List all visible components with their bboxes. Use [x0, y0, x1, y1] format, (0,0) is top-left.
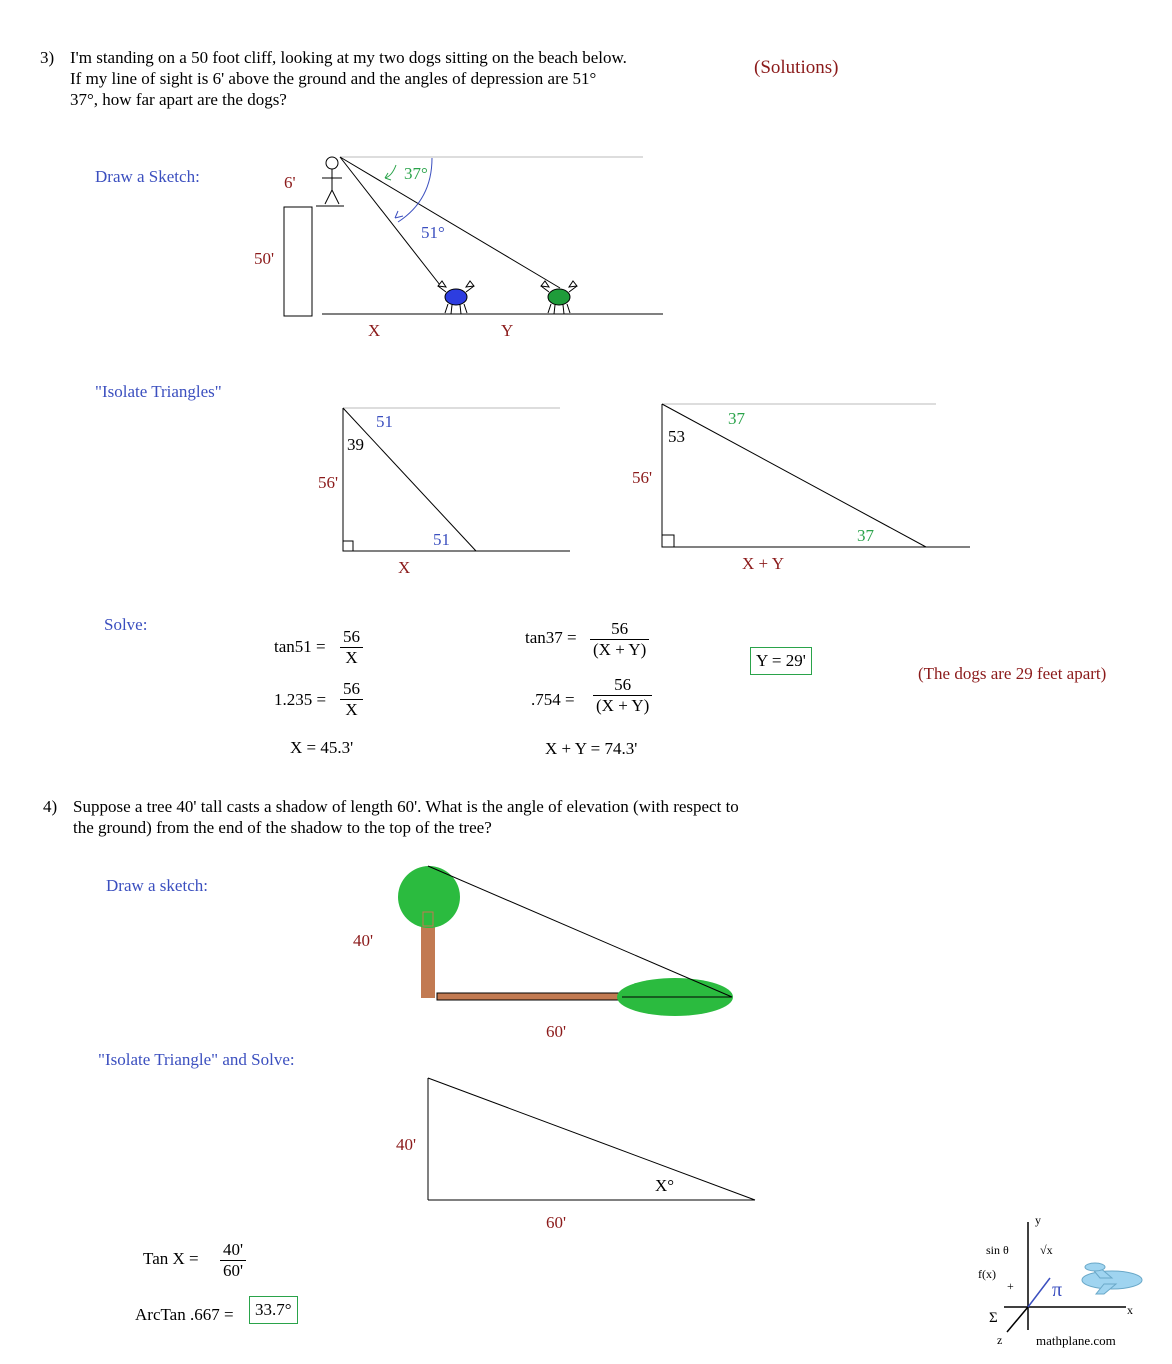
logo-axis-z: z	[997, 1333, 1003, 1347]
eq1-num: 56	[340, 627, 363, 648]
tri-base-label: 60'	[546, 1213, 567, 1232]
eq4-den: (X + Y)	[593, 640, 647, 659]
eq1-fraction	[340, 627, 363, 668]
airplane-icon	[1082, 1263, 1142, 1294]
tri2-angle-top: 37	[728, 409, 745, 428]
problem-3-line2: If my line of sight is 6' above the ground and the angles of depression are 51°	[70, 69, 597, 88]
tan-eq-fraction	[220, 1240, 246, 1281]
logo-plus: +	[1007, 1279, 1014, 1293]
tree-sketch	[398, 866, 733, 1016]
shadow-length-label: 60'	[546, 1022, 567, 1041]
arctan-eq-lhs: ArcTan .667 =	[135, 1305, 234, 1324]
tri1-side-label: 56'	[318, 473, 339, 492]
logo-sin: sin θ	[986, 1243, 1009, 1257]
tri2-side-label: 56'	[632, 468, 653, 487]
draw-sketch-label: Draw a Sketch:	[95, 167, 200, 186]
eq4-lhs: tan37 =	[525, 628, 577, 647]
eq3: X = 45.3'	[290, 738, 354, 757]
logo-axis-y: y	[1035, 1213, 1041, 1227]
tan-eq-num: 40'	[220, 1240, 246, 1261]
tri1-angle-bottom: 51	[433, 530, 450, 549]
eq4-fraction	[590, 619, 649, 660]
cliff-rect	[284, 207, 312, 316]
tri2-base-label: X + Y	[742, 554, 785, 573]
triangle-tree	[428, 1078, 755, 1200]
tan-eq-den: 60'	[223, 1261, 244, 1280]
eq6: X + Y = 74.3'	[545, 739, 638, 758]
eq5-den: (X + Y)	[596, 696, 650, 715]
eq2-lhs: 1.235 =	[274, 690, 327, 709]
tri1-angle-inner: 39	[347, 435, 364, 454]
cliff-sketch	[284, 157, 663, 316]
eq1-lhs: tan51 =	[274, 637, 326, 656]
sketch-angle-51: 51°	[421, 223, 445, 242]
draw-sketch-label-4: Draw a sketch:	[106, 876, 208, 895]
person-head	[326, 157, 338, 169]
solutions-label: (Solutions)	[754, 57, 839, 78]
eq2-num: 56	[340, 679, 363, 700]
triangle-37	[662, 404, 970, 547]
logo-site: mathplane.com	[1036, 1333, 1116, 1348]
solve-label: Solve:	[104, 615, 148, 634]
dog-blue	[438, 281, 474, 314]
problem-3-number: 3)	[40, 48, 55, 67]
eq1-den: X	[345, 648, 358, 667]
logo-fx: f(x)	[978, 1267, 996, 1281]
problem-3-line3: 37°, how far apart are the dogs?	[70, 90, 287, 109]
problem-4-number: 4)	[43, 797, 58, 816]
isolate-triangle-label: "Isolate Triangle" and Solve:	[98, 1050, 295, 1069]
isolate-triangles-label: "Isolate Triangles"	[95, 382, 222, 401]
eq4-num: 56	[590, 619, 649, 640]
logo-sigma: Σ	[989, 1310, 998, 1326]
logo-pi: π	[1052, 1279, 1063, 1301]
tri1-base-label: X	[398, 558, 411, 577]
tri-angle-label: X°	[655, 1176, 675, 1195]
dog-green	[541, 281, 577, 314]
eq2-den: X	[345, 700, 358, 719]
sketch-angle-37: 37°	[404, 164, 428, 183]
eq5-lhs: .754 =	[531, 690, 575, 709]
sketch-label-6ft: 6'	[284, 173, 296, 192]
tri2-angle-inner: 53	[668, 427, 685, 446]
tri-side-label: 40'	[396, 1135, 417, 1154]
logo-axis-x: x	[1127, 1303, 1133, 1317]
problem-4-line2: the ground) from the end of the shadow to the top of the tree?	[73, 818, 492, 837]
mathplane-logo	[1004, 1222, 1142, 1332]
elevation-line	[428, 866, 732, 997]
tree-height-label: 40'	[353, 931, 374, 950]
eq2-fraction	[340, 679, 363, 720]
conclusion-text: (The dogs are 29 feet apart)	[918, 664, 1107, 683]
problem-3-line1: I'm standing on a 50 foot cliff, looking at my two dogs sitting on the beach below.	[70, 48, 627, 67]
answer-box-y: Y = 29'	[750, 647, 812, 675]
tan-eq-lhs: Tan X =	[143, 1249, 199, 1268]
eq5-num: 56	[593, 675, 652, 696]
sight-line-dog2	[340, 157, 560, 288]
sketch-label-x: X	[368, 321, 381, 340]
logo-sqrt: √x	[1040, 1243, 1053, 1257]
shadow-trunk	[437, 993, 623, 1000]
tri2-angle-bottom: 37	[857, 526, 874, 545]
tri1-angle-top: 51	[376, 412, 393, 431]
eq5-fraction	[593, 675, 652, 716]
answer-box-angle: 33.7°	[249, 1296, 298, 1324]
sketch-label-y: Y	[501, 321, 514, 340]
sketch-label-50ft: 50'	[254, 249, 275, 268]
problem-4-line1: Suppose a tree 40' tall casts a shadow of length 60'. What is the angle of elevation (with respect to	[73, 797, 739, 816]
